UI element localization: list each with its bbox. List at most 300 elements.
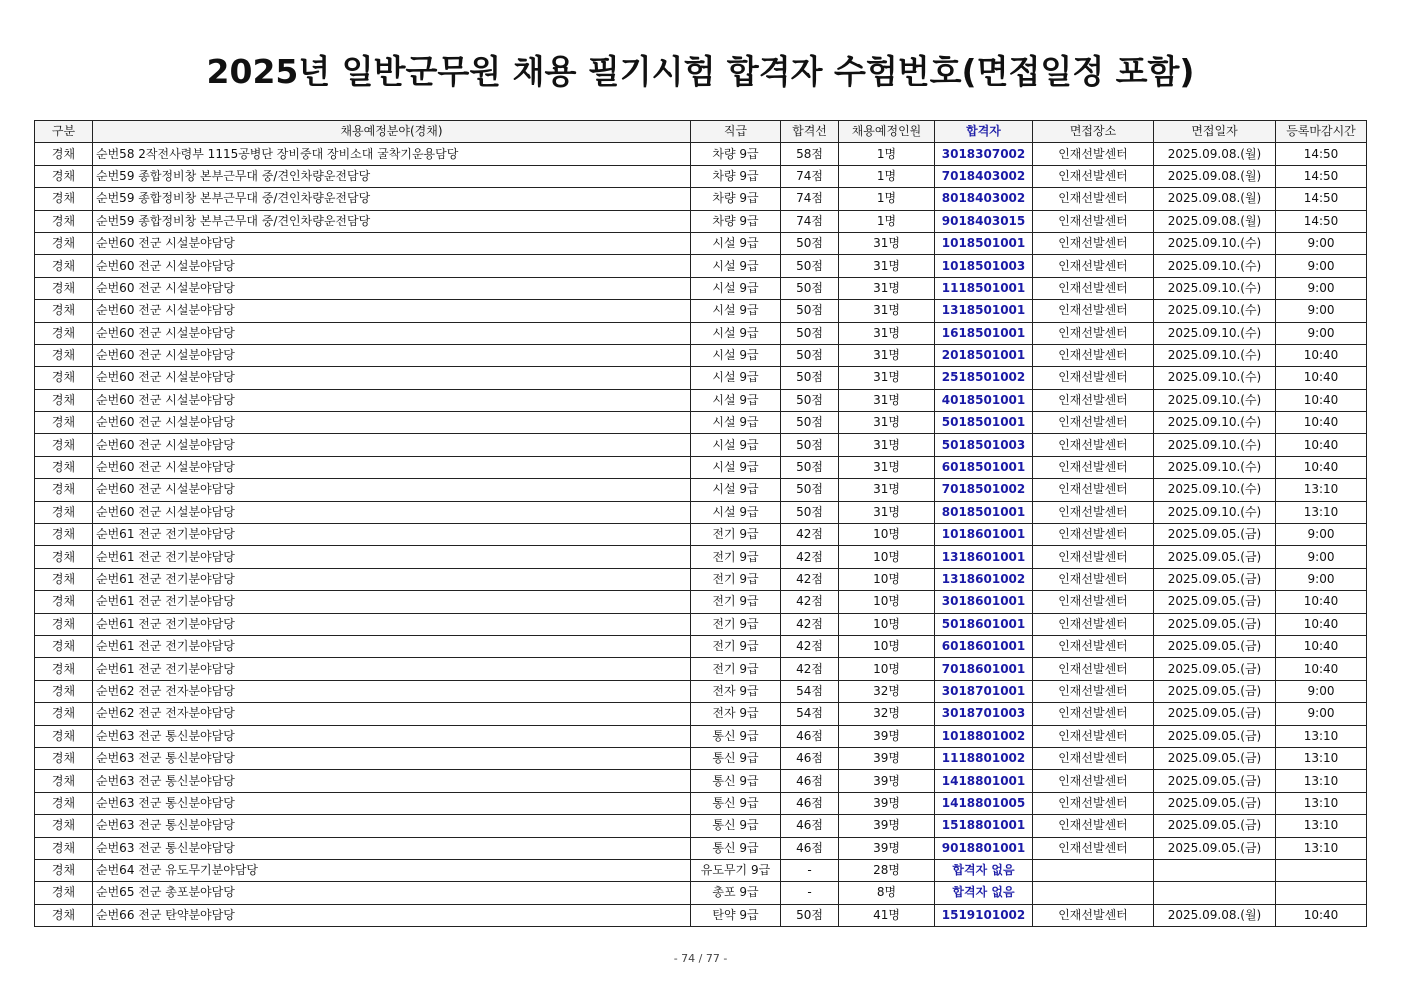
- cell-category: 경채: [35, 859, 93, 881]
- cell-category: 경채: [35, 546, 93, 568]
- cell-quota: 41명: [839, 904, 935, 926]
- cell-deadline: 10:40: [1276, 904, 1367, 926]
- cell-field: 순번60 전군 시설분야담당: [93, 456, 691, 478]
- table-row: [35, 389, 1367, 411]
- cell-venue: 인재선발센터: [1033, 232, 1154, 254]
- table-row: [35, 882, 1367, 904]
- cell-cutoff: 74점: [781, 188, 839, 210]
- cell-field: 순번63 전군 통신분야담당: [93, 815, 691, 837]
- cell-quota: 31명: [839, 367, 935, 389]
- cell-cutoff: 42점: [781, 568, 839, 590]
- cell-category: 경채: [35, 904, 93, 926]
- cell-passer: 1418801005: [935, 792, 1033, 814]
- cell-quota: 31명: [839, 255, 935, 277]
- cell-venue: [1033, 882, 1154, 904]
- cell-deadline: 14:50: [1276, 188, 1367, 210]
- cell-field: 순번61 전군 전기분야담당: [93, 524, 691, 546]
- cell-date: 2025.09.10.(수): [1154, 344, 1276, 366]
- cell-quota: 8명: [839, 882, 935, 904]
- cell-date: 2025.09.05.(금): [1154, 725, 1276, 747]
- cell-cutoff: 42점: [781, 524, 839, 546]
- page-number: - 74 / 77 -: [673, 952, 728, 965]
- cell-date: 2025.09.05.(금): [1154, 591, 1276, 613]
- cell-quota: 10명: [839, 568, 935, 590]
- cell-field: 순번60 전군 시설분야담당: [93, 501, 691, 523]
- cell-passer: 3018601001: [935, 591, 1033, 613]
- cell-date: 2025.09.05.(금): [1154, 658, 1276, 680]
- cell-field: 순번60 전군 시설분야담당: [93, 255, 691, 277]
- cell-quota: 10명: [839, 591, 935, 613]
- cell-venue: 인재선발센터: [1033, 300, 1154, 322]
- table-row: [35, 232, 1367, 254]
- cell-quota: 39명: [839, 725, 935, 747]
- cell-field: 순번63 전군 통신분야담당: [93, 747, 691, 769]
- cell-cutoff: 50점: [781, 277, 839, 299]
- cell-cutoff: 50점: [781, 412, 839, 434]
- cell-venue: 인재선발센터: [1033, 703, 1154, 725]
- cell-field: 순번60 전군 시설분야담당: [93, 412, 691, 434]
- cell-date: [1154, 882, 1276, 904]
- cell-category: 경채: [35, 232, 93, 254]
- table-row: [35, 725, 1367, 747]
- cell-date: 2025.09.05.(금): [1154, 680, 1276, 702]
- cell-field: 순번62 전군 전자분야담당: [93, 703, 691, 725]
- cell-passer: 6018501001: [935, 456, 1033, 478]
- cell-grade: 전자 9급: [691, 703, 781, 725]
- cell-passer: 1018501001: [935, 232, 1033, 254]
- cell-cutoff: 50점: [781, 904, 839, 926]
- cell-deadline: 9:00: [1276, 322, 1367, 344]
- cell-quota: 1명: [839, 165, 935, 187]
- cell-date: 2025.09.05.(금): [1154, 524, 1276, 546]
- cell-quota: 28명: [839, 859, 935, 881]
- cell-category: 경채: [35, 479, 93, 501]
- cell-category: 경채: [35, 613, 93, 635]
- table-row: [35, 300, 1367, 322]
- cell-date: 2025.09.10.(수): [1154, 456, 1276, 478]
- cell-category: 경채: [35, 210, 93, 232]
- cell-passer: 합격자 없음: [935, 882, 1033, 904]
- cell-category: 경채: [35, 434, 93, 456]
- col-header-cutoff: 합격선: [781, 121, 839, 143]
- cell-passer: 4018501001: [935, 389, 1033, 411]
- table-row: [35, 344, 1367, 366]
- table-row: [35, 613, 1367, 635]
- cell-category: 경채: [35, 165, 93, 187]
- cell-category: 경채: [35, 703, 93, 725]
- cell-venue: 인재선발센터: [1033, 389, 1154, 411]
- table-row: [35, 210, 1367, 232]
- cell-grade: 통신 9급: [691, 747, 781, 769]
- cell-grade: 통신 9급: [691, 725, 781, 747]
- table-row: [35, 479, 1367, 501]
- cell-field: 순번64 전군 유도무기분야담당: [93, 859, 691, 881]
- cell-grade: 유도무기 9급: [691, 859, 781, 881]
- cell-venue: 인재선발센터: [1033, 143, 1154, 165]
- cell-passer: 3018701001: [935, 680, 1033, 702]
- cell-category: 경채: [35, 524, 93, 546]
- cell-quota: 1명: [839, 143, 935, 165]
- cell-cutoff: 46점: [781, 837, 839, 859]
- cell-venue: 인재선발센터: [1033, 904, 1154, 926]
- cell-venue: 인재선발센터: [1033, 412, 1154, 434]
- cell-category: 경채: [35, 501, 93, 523]
- cell-field: 순번61 전군 전기분야담당: [93, 591, 691, 613]
- table-row: [35, 277, 1367, 299]
- cell-deadline: 10:40: [1276, 434, 1367, 456]
- cell-grade: 통신 9급: [691, 837, 781, 859]
- cell-cutoff: 42점: [781, 658, 839, 680]
- table-row: [35, 367, 1367, 389]
- cell-date: 2025.09.10.(수): [1154, 255, 1276, 277]
- cell-field: 순번60 전군 시설분야담당: [93, 232, 691, 254]
- cell-grade: 통신 9급: [691, 792, 781, 814]
- cell-field: 순번63 전군 통신분야담당: [93, 725, 691, 747]
- col-header-category: 구분: [35, 121, 93, 143]
- cell-venue: 인재선발센터: [1033, 747, 1154, 769]
- cell-quota: 31명: [839, 479, 935, 501]
- cell-grade: 차량 9급: [691, 165, 781, 187]
- table-row: [35, 591, 1367, 613]
- table-row: [35, 434, 1367, 456]
- cell-venue: 인재선발센터: [1033, 344, 1154, 366]
- table-row: [35, 322, 1367, 344]
- cell-category: 경채: [35, 344, 93, 366]
- col-header-deadline: 등록마감시간: [1276, 121, 1367, 143]
- cell-venue: 인재선발센터: [1033, 322, 1154, 344]
- cell-grade: 전기 9급: [691, 568, 781, 590]
- cell-passer: 9018801001: [935, 837, 1033, 859]
- cell-venue: 인재선발센터: [1033, 568, 1154, 590]
- cell-category: 경채: [35, 591, 93, 613]
- cell-venue: 인재선발센터: [1033, 635, 1154, 657]
- cell-category: 경채: [35, 747, 93, 769]
- cell-grade: 전기 9급: [691, 524, 781, 546]
- cell-cutoff: 50점: [781, 255, 839, 277]
- col-header-date: 면접일자: [1154, 121, 1276, 143]
- cell-date: 2025.09.05.(금): [1154, 613, 1276, 635]
- cell-passer: 1118801002: [935, 747, 1033, 769]
- cell-passer: 2018501001: [935, 344, 1033, 366]
- cell-date: 2025.09.10.(수): [1154, 322, 1276, 344]
- cell-passer: 9018403015: [935, 210, 1033, 232]
- cell-category: 경채: [35, 143, 93, 165]
- cell-date: 2025.09.08.(월): [1154, 143, 1276, 165]
- cell-date: 2025.09.05.(금): [1154, 815, 1276, 837]
- cell-deadline: 13:10: [1276, 747, 1367, 769]
- table-row: [35, 524, 1367, 546]
- cell-date: 2025.09.05.(금): [1154, 747, 1276, 769]
- cell-grade: 시설 9급: [691, 367, 781, 389]
- cell-date: 2025.09.05.(금): [1154, 546, 1276, 568]
- cell-date: 2025.09.10.(수): [1154, 434, 1276, 456]
- col-header-field: 채용예정분야(경채): [93, 121, 691, 143]
- cell-grade: 시설 9급: [691, 479, 781, 501]
- cell-deadline: 13:10: [1276, 479, 1367, 501]
- cell-deadline: 9:00: [1276, 255, 1367, 277]
- cell-deadline: 13:10: [1276, 725, 1367, 747]
- cell-cutoff: 42점: [781, 635, 839, 657]
- cell-deadline: 9:00: [1276, 277, 1367, 299]
- cell-field: 순번61 전군 전기분야담당: [93, 635, 691, 657]
- cell-field: 순번60 전군 시설분야담당: [93, 344, 691, 366]
- table-row: [35, 658, 1367, 680]
- col-header-venue: 면접장소: [1033, 121, 1154, 143]
- cell-grade: 통신 9급: [691, 770, 781, 792]
- cell-quota: 31명: [839, 434, 935, 456]
- cell-cutoff: 54점: [781, 703, 839, 725]
- table-row: [35, 815, 1367, 837]
- cell-grade: 전기 9급: [691, 658, 781, 680]
- cell-deadline: 9:00: [1276, 232, 1367, 254]
- col-header-grade: 직급: [691, 121, 781, 143]
- cell-venue: 인재선발센터: [1033, 255, 1154, 277]
- cell-quota: 31명: [839, 232, 935, 254]
- col-header-quota: 채용예정인원: [839, 121, 935, 143]
- cell-quota: 1명: [839, 210, 935, 232]
- table-row: [35, 546, 1367, 568]
- cell-quota: 1명: [839, 188, 935, 210]
- cell-passer: 1518801001: [935, 815, 1033, 837]
- cell-passer: 2518501002: [935, 367, 1033, 389]
- cell-passer: 3018307002: [935, 143, 1033, 165]
- cell-passer: 1318601001: [935, 546, 1033, 568]
- cell-grade: 시설 9급: [691, 412, 781, 434]
- cell-grade: 전자 9급: [691, 680, 781, 702]
- cell-date: 2025.09.10.(수): [1154, 277, 1276, 299]
- cell-passer: 1118501001: [935, 277, 1033, 299]
- cell-deadline: 9:00: [1276, 300, 1367, 322]
- cell-venue: 인재선발센터: [1033, 524, 1154, 546]
- cell-date: 2025.09.05.(금): [1154, 703, 1276, 725]
- cell-cutoff: 46점: [781, 725, 839, 747]
- cell-quota: 31명: [839, 501, 935, 523]
- cell-grade: 전기 9급: [691, 613, 781, 635]
- table-row: [35, 792, 1367, 814]
- cell-passer: 1318501001: [935, 300, 1033, 322]
- cell-cutoff: 74점: [781, 210, 839, 232]
- cell-cutoff: 42점: [781, 613, 839, 635]
- cell-grade: 전기 9급: [691, 546, 781, 568]
- cell-quota: 39명: [839, 815, 935, 837]
- cell-venue: 인재선발센터: [1033, 725, 1154, 747]
- cell-deadline: 10:40: [1276, 389, 1367, 411]
- cell-venue: 인재선발센터: [1033, 456, 1154, 478]
- cell-cutoff: 46점: [781, 792, 839, 814]
- cell-field: 순번61 전군 전기분야담당: [93, 613, 691, 635]
- cell-deadline: 13:10: [1276, 815, 1367, 837]
- cell-date: 2025.09.10.(수): [1154, 389, 1276, 411]
- cell-cutoff: 42점: [781, 546, 839, 568]
- cell-field: 순번58 2작전사령부 1115공병단 장비중대 장비소대 굴착기운용담당: [93, 143, 691, 165]
- cell-grade: 통신 9급: [691, 815, 781, 837]
- cell-quota: 31명: [839, 344, 935, 366]
- table-row: [35, 188, 1367, 210]
- cell-field: 순번60 전군 시설분야담당: [93, 479, 691, 501]
- cell-cutoff: 74점: [781, 165, 839, 187]
- cell-quota: 31명: [839, 412, 935, 434]
- cell-deadline: 10:40: [1276, 367, 1367, 389]
- cell-category: 경채: [35, 188, 93, 210]
- cell-cutoff: 50점: [781, 456, 839, 478]
- cell-field: 순번60 전군 시설분야담당: [93, 277, 691, 299]
- cell-cutoff: 50점: [781, 389, 839, 411]
- cell-grade: 전기 9급: [691, 591, 781, 613]
- page-title: 2025년 일반군무원 채용 필기시험 합격자 수험번호(면접일정 포함): [206, 52, 1195, 91]
- cell-category: 경채: [35, 412, 93, 434]
- cell-venue: 인재선발센터: [1033, 501, 1154, 523]
- cell-grade: 시설 9급: [691, 322, 781, 344]
- cell-deadline: 10:40: [1276, 344, 1367, 366]
- cell-grade: 시설 9급: [691, 344, 781, 366]
- cell-category: 경채: [35, 456, 93, 478]
- cell-quota: 31명: [839, 456, 935, 478]
- cell-deadline: 10:40: [1276, 456, 1367, 478]
- cell-venue: 인재선발센터: [1033, 546, 1154, 568]
- cell-venue: 인재선발센터: [1033, 434, 1154, 456]
- cell-grade: 시설 9급: [691, 389, 781, 411]
- cell-quota: 10명: [839, 658, 935, 680]
- cell-deadline: 10:40: [1276, 412, 1367, 434]
- results-table: [34, 120, 1367, 927]
- cell-cutoff: 50점: [781, 232, 839, 254]
- cell-date: 2025.09.10.(수): [1154, 300, 1276, 322]
- cell-category: 경채: [35, 322, 93, 344]
- cell-date: 2025.09.10.(수): [1154, 232, 1276, 254]
- cell-passer: 3018701003: [935, 703, 1033, 725]
- cell-passer: 8018403002: [935, 188, 1033, 210]
- cell-grade: 차량 9급: [691, 210, 781, 232]
- cell-cutoff: 50점: [781, 344, 839, 366]
- cell-category: 경채: [35, 255, 93, 277]
- cell-venue: [1033, 859, 1154, 881]
- cell-category: 경채: [35, 300, 93, 322]
- table-row: [35, 501, 1367, 523]
- cell-date: [1154, 859, 1276, 881]
- cell-date: 2025.09.10.(수): [1154, 412, 1276, 434]
- cell-field: 순번61 전군 전기분야담당: [93, 658, 691, 680]
- cell-quota: 31명: [839, 389, 935, 411]
- cell-category: 경채: [35, 680, 93, 702]
- cell-date: 2025.09.08.(월): [1154, 165, 1276, 187]
- table-row: [35, 165, 1367, 187]
- cell-passer: 1318601002: [935, 568, 1033, 590]
- cell-deadline: 10:40: [1276, 658, 1367, 680]
- cell-date: 2025.09.10.(수): [1154, 367, 1276, 389]
- cell-quota: 32명: [839, 680, 935, 702]
- cell-passer: 1018501003: [935, 255, 1033, 277]
- cell-venue: 인재선발센터: [1033, 658, 1154, 680]
- cell-field: 순번63 전군 통신분야담당: [93, 837, 691, 859]
- cell-quota: 10명: [839, 524, 935, 546]
- table-row: [35, 837, 1367, 859]
- cell-deadline: 13:10: [1276, 770, 1367, 792]
- cell-cutoff: -: [781, 882, 839, 904]
- cell-deadline: 9:00: [1276, 680, 1367, 702]
- cell-venue: 인재선발센터: [1033, 613, 1154, 635]
- cell-quota: 39명: [839, 792, 935, 814]
- cell-category: 경채: [35, 725, 93, 747]
- cell-field: 순번62 전군 전자분야담당: [93, 680, 691, 702]
- cell-quota: 32명: [839, 703, 935, 725]
- cell-cutoff: 50점: [781, 501, 839, 523]
- table-row: [35, 143, 1367, 165]
- cell-passer: 1519101002: [935, 904, 1033, 926]
- cell-venue: 인재선발센터: [1033, 479, 1154, 501]
- cell-venue: 인재선발센터: [1033, 188, 1154, 210]
- table-row: [35, 770, 1367, 792]
- cell-deadline: 14:50: [1276, 210, 1367, 232]
- cell-date: 2025.09.05.(금): [1154, 792, 1276, 814]
- cell-passer: 합격자 없음: [935, 859, 1033, 881]
- cell-quota: 39명: [839, 770, 935, 792]
- cell-passer: 1418801001: [935, 770, 1033, 792]
- cell-passer: 1618501001: [935, 322, 1033, 344]
- cell-category: 경채: [35, 568, 93, 590]
- cell-quota: 10명: [839, 613, 935, 635]
- table-row: [35, 255, 1367, 277]
- cell-deadline: 14:50: [1276, 143, 1367, 165]
- cell-passer: 5018501003: [935, 434, 1033, 456]
- cell-cutoff: 50점: [781, 479, 839, 501]
- cell-field: 순번63 전군 통신분야담당: [93, 792, 691, 814]
- cell-field: 순번66 전군 탄약분야담당: [93, 904, 691, 926]
- cell-date: 2025.09.05.(금): [1154, 635, 1276, 657]
- cell-passer: 5018501001: [935, 412, 1033, 434]
- cell-category: 경채: [35, 658, 93, 680]
- table-row: [35, 680, 1367, 702]
- cell-cutoff: 50점: [781, 322, 839, 344]
- cell-grade: 차량 9급: [691, 143, 781, 165]
- cell-venue: 인재선발센터: [1033, 792, 1154, 814]
- cell-quota: 10명: [839, 635, 935, 657]
- cell-venue: 인재선발센터: [1033, 591, 1154, 613]
- table-row: [35, 747, 1367, 769]
- cell-deadline: 9:00: [1276, 703, 1367, 725]
- cell-passer: 1018601001: [935, 524, 1033, 546]
- cell-grade: 전기 9급: [691, 635, 781, 657]
- cell-grade: 차량 9급: [691, 188, 781, 210]
- cell-deadline: 10:40: [1276, 635, 1367, 657]
- cell-venue: 인재선발센터: [1033, 277, 1154, 299]
- cell-date: 2025.09.05.(금): [1154, 568, 1276, 590]
- cell-passer: 7018501002: [935, 479, 1033, 501]
- header-row: [35, 121, 1367, 143]
- cell-field: 순번61 전군 전기분야담당: [93, 568, 691, 590]
- cell-date: 2025.09.10.(수): [1154, 501, 1276, 523]
- cell-quota: 31명: [839, 322, 935, 344]
- cell-quota: 39명: [839, 837, 935, 859]
- cell-deadline: [1276, 882, 1367, 904]
- table-row: [35, 859, 1367, 881]
- cell-quota: 10명: [839, 546, 935, 568]
- table-row: [35, 568, 1367, 590]
- cell-field: 순번60 전군 시설분야담당: [93, 367, 691, 389]
- cell-venue: 인재선발센터: [1033, 165, 1154, 187]
- cell-passer: 6018601001: [935, 635, 1033, 657]
- cell-quota: 31명: [839, 300, 935, 322]
- cell-date: 2025.09.05.(금): [1154, 837, 1276, 859]
- table-row: [35, 412, 1367, 434]
- cell-deadline: 9:00: [1276, 524, 1367, 546]
- cell-cutoff: 54점: [781, 680, 839, 702]
- table-row: [35, 456, 1367, 478]
- cell-cutoff: 46점: [781, 747, 839, 769]
- cell-date: 2025.09.05.(금): [1154, 770, 1276, 792]
- cell-venue: 인재선발센터: [1033, 367, 1154, 389]
- cell-deadline: 10:40: [1276, 613, 1367, 635]
- cell-grade: 총포 9급: [691, 882, 781, 904]
